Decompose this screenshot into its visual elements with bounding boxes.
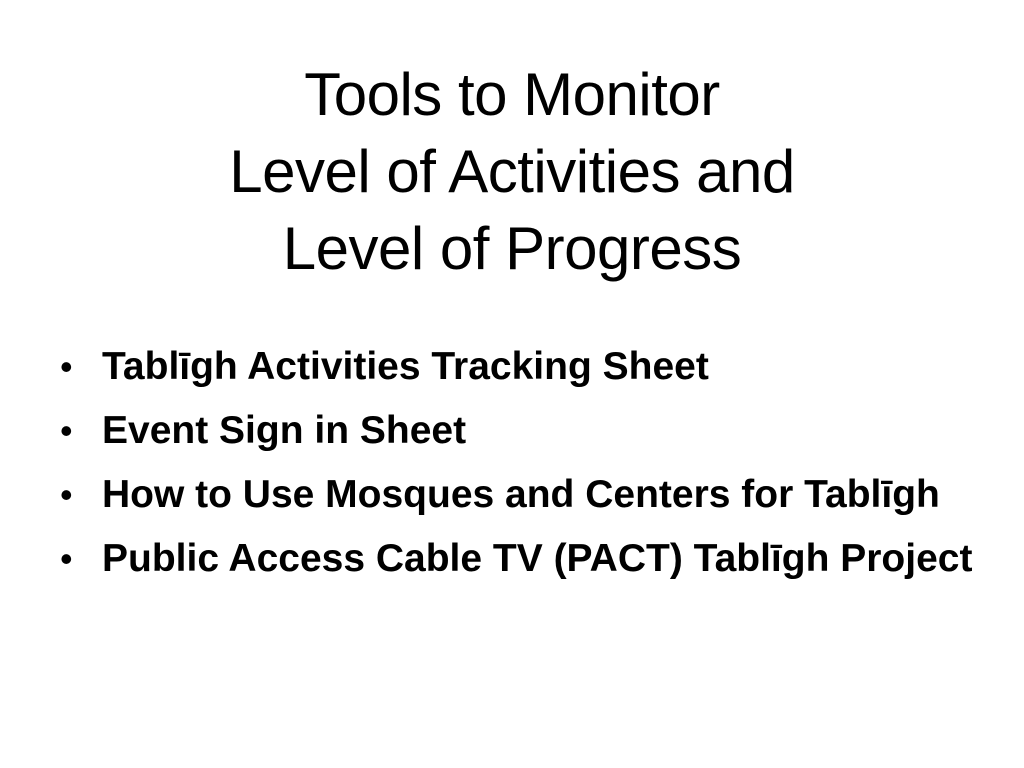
bullet-dot-icon: • — [60, 538, 73, 579]
slide-title — [0, 56, 1024, 287]
bullet-item-pact-project — [60, 532, 980, 586]
bullet-text: Public Access Cable TV (PACT) Tablīgh Project — [102, 537, 973, 580]
bullet-dot-icon: • — [60, 410, 73, 451]
title-line-2: Level of Activities and — [229, 138, 795, 205]
bullet-text: Tablīgh Activities Tracking Sheet — [102, 345, 709, 388]
bullet-item-mosques-centers — [60, 468, 980, 522]
title-line-3: Level of Progress — [282, 215, 742, 282]
bullet-item-tracking-sheet — [60, 340, 980, 394]
bullet-dot-icon: • — [60, 474, 73, 515]
bullet-text: Event Sign in Sheet — [102, 409, 467, 452]
title-line-1: Tools to Monitor — [304, 61, 720, 128]
bullet-list — [60, 340, 980, 596]
bullet-item-sign-in-sheet — [60, 404, 980, 458]
bullet-dot-icon: • — [60, 346, 73, 387]
bullet-text: How to Use Mosques and Centers for Tablīgh — [102, 473, 940, 516]
